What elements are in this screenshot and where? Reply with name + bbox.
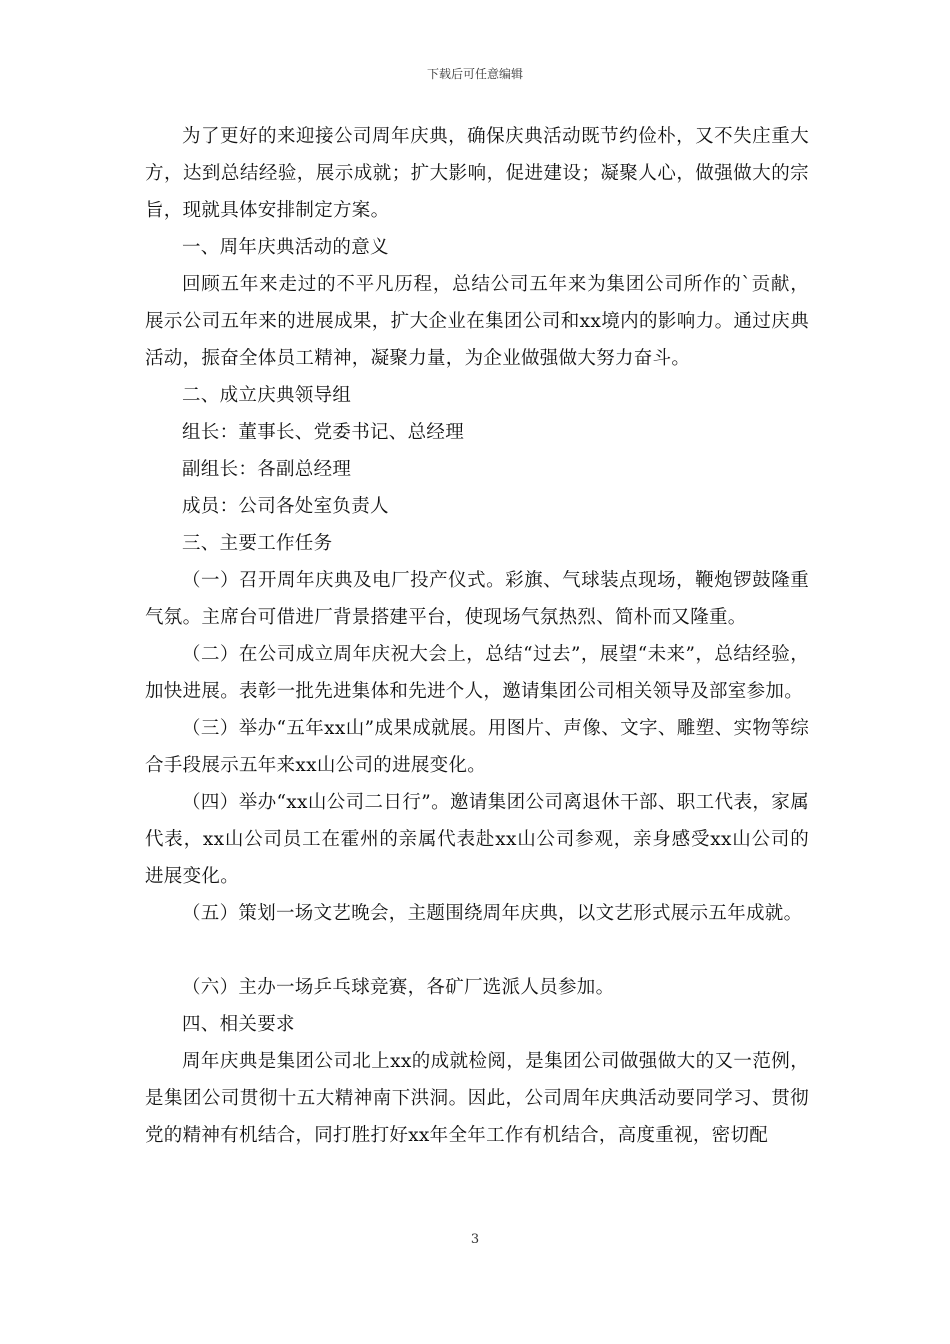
task-4-paragraph: （四）举办“xx山公司二日行”。邀请集团公司离退休干部、职工代表，家属代表，xx山公司员工在霍州的亲属代表赴xx山公司参观，亲身感受xx山公司的进展变化。 — [145, 792, 809, 887]
task-1-paragraph: （一）召开周年庆典及电厂投产仪式。彩旗、气球装点现场，鞭炮锣鼓隆重气氛。主席台可借进厂背景搭建平台，使现场气氛热烈、简朴而又隆重。 — [145, 570, 809, 628]
page-number: 3 — [470, 1232, 480, 1247]
section-heading-1: 一、周年庆典活动的意义 — [182, 237, 389, 258]
section-heading-2: 二、成立庆典领导组 — [182, 385, 352, 406]
document-body — [145, 118, 809, 1154]
task-6-paragraph: （六）主办一场乒乓球竞赛，各矿厂选派人员参加。 — [182, 977, 615, 998]
members-line: 成员：公司各处室负责人 — [182, 496, 389, 517]
intro-paragraph: 为了更好的来迎接公司周年庆典，确保庆典活动既节约俭朴，又不失庄重大方，达到总结经验，展示成就；扩大影响，促进建设；凝聚人心，做强做大的宗旨，现就具体安排制定方案。 — [145, 126, 809, 221]
section-4-paragraph: 周年庆典是集团公司北上xx的成就检阅，是集团公司做强做大的又一范例，是集团公司贯彻十五大精神南下洪洞。因此，公司周年庆典活动要同学习、贯彻党的精神有机结合，同打胜打好xx年全年工作有机结合，高度重视，密切配 — [145, 1051, 809, 1146]
deputy-leader-line: 副组长：各副总经理 — [182, 459, 352, 480]
task-5-paragraph: （五）策划一场文艺晚会，主题围绕周年庆典，以文艺形式展示五年成就。 — [182, 903, 803, 924]
page-header-note: 下载后可任意编辑 — [426, 67, 523, 81]
leader-line: 组长：董事长、党委书记、总经理 — [182, 422, 465, 443]
task-3-paragraph: （三）举办“五年xx山”成果成就展。用图片、声像、文字、雕塑、实物等综合手段展示五年来xx山公司的进展变化。 — [145, 718, 809, 776]
section-heading-3: 三、主要工作任务 — [182, 533, 333, 554]
section-heading-4: 四、相关要求 — [182, 1014, 295, 1035]
task-2-paragraph: （二）在公司成立周年庆祝大会上，总结“过去”，展望“未来”，总结经验，加快进展。表彰一批先进集体和先进个人，邀请集团公司相关领导及部室参加。 — [145, 644, 809, 702]
section-1-paragraph: 回顾五年来走过的不平凡历程，总结公司五年来为集团公司所作的`贡献，展示公司五年来的进展成果，扩大企业在集团公司和xx境内的影响力。通过庆典活动，振奋全体员工精神，凝聚力量，为企业做强做大努力奋斗。 — [145, 274, 809, 369]
